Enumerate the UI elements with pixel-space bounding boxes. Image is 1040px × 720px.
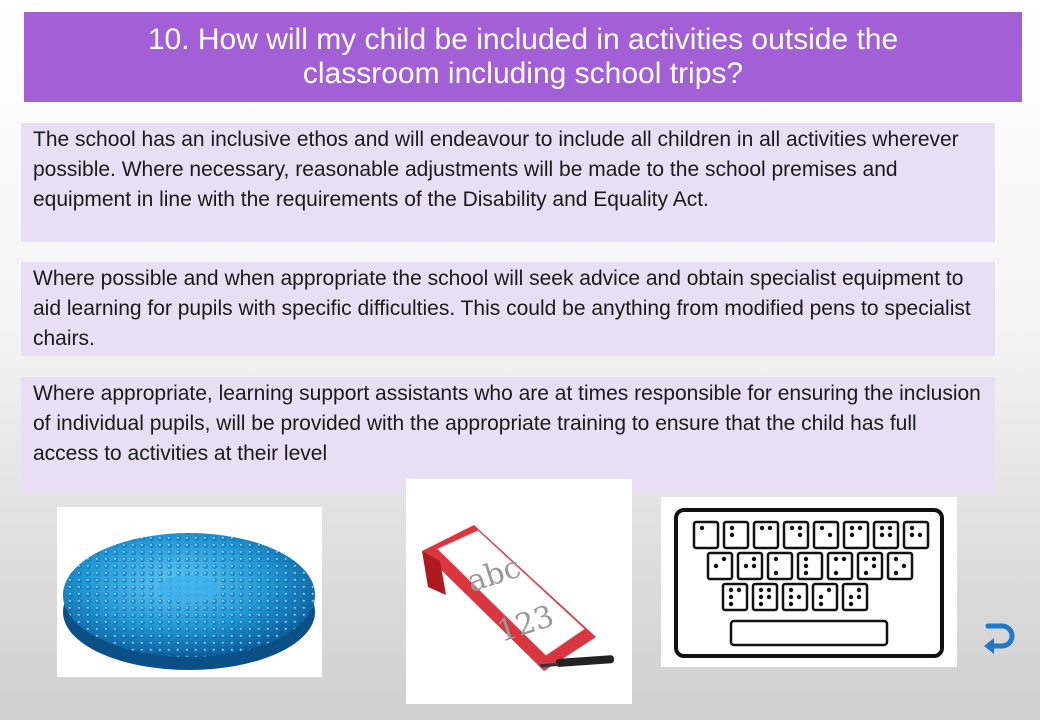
braille-dot xyxy=(828,533,832,537)
braille-key xyxy=(724,522,748,548)
braille-dot xyxy=(888,533,892,537)
writing-slope-image xyxy=(406,479,632,704)
braille-dot xyxy=(798,533,802,537)
braille-dot xyxy=(894,571,898,575)
braille-dot xyxy=(872,557,876,561)
braille-key xyxy=(828,553,852,579)
braille-dot xyxy=(789,588,793,592)
braille-dot xyxy=(804,571,808,575)
braille-dot xyxy=(752,557,756,561)
braille-key xyxy=(754,522,778,548)
braille-dot xyxy=(902,564,906,568)
braille-dot xyxy=(752,564,756,568)
paragraph-box-inclusive-ethos xyxy=(21,123,995,242)
braille-dot xyxy=(789,595,793,599)
braille-dot xyxy=(850,526,854,530)
braille-dot xyxy=(774,571,778,575)
braille-dot xyxy=(759,595,763,599)
braille-dot xyxy=(700,526,704,530)
braille-key xyxy=(798,553,822,579)
braille-dot xyxy=(759,602,763,606)
braille-keyboard-illustration xyxy=(661,497,957,667)
braille-key xyxy=(843,584,867,610)
braille-dot xyxy=(872,564,876,568)
braille-key xyxy=(904,522,928,548)
paragraph-text: The school has an inclusive ethos and will endeavour to include all children in all activities wherever possible. Where necessary, reasonable adjustments will be made to the school premises and equipment in line with the requirements of the Disability and Equality Act. xyxy=(33,128,959,211)
braille-key xyxy=(874,522,898,548)
braille-dot xyxy=(714,564,718,568)
braille-dot xyxy=(857,588,861,592)
balance-cushion-illustration xyxy=(57,507,322,677)
writing-slope-illustration xyxy=(406,479,632,704)
braille-key xyxy=(813,584,837,610)
braille-dot xyxy=(790,526,794,530)
braille-dot xyxy=(804,564,808,568)
braille-dot xyxy=(857,595,861,599)
paragraph-text: Where appropriate, learning support assistants who are at times responsible for ensuring the inclusion of individual pupils, will be provided with the appropriate training to ensure that the child has full access to activities at their level xyxy=(33,382,981,465)
braille-dot xyxy=(864,557,868,561)
braille-key xyxy=(888,553,912,579)
paragraph-box-specialist-equipment xyxy=(21,262,995,356)
braille-dot xyxy=(729,595,733,599)
braille-key xyxy=(753,584,777,610)
braille-dot xyxy=(819,595,823,599)
braille-dot xyxy=(834,571,838,575)
braille-dot xyxy=(819,602,823,606)
braille-dot xyxy=(849,602,853,606)
braille-key xyxy=(784,522,808,548)
braille-key xyxy=(768,553,792,579)
braille-dot xyxy=(849,595,853,599)
braille-dot xyxy=(722,557,726,561)
braille-dot xyxy=(894,557,898,561)
slope-letters: abc xyxy=(463,549,526,600)
braille-dot xyxy=(789,602,793,606)
braille-dot xyxy=(858,526,862,530)
braille-dot xyxy=(730,533,734,537)
braille-dot xyxy=(759,588,763,592)
braille-dot xyxy=(730,526,734,530)
braille-dot xyxy=(798,526,802,530)
braille-dot xyxy=(910,526,914,530)
braille-key xyxy=(708,553,732,579)
braille-dot xyxy=(880,533,884,537)
braille-dot xyxy=(834,557,838,561)
braille-dot xyxy=(774,557,778,561)
paragraph-text: Where possible and when appropriate the school will seek advice and obtain specialist equipment to aid learning for pupils with specific difficulties. This could be anything from modified pens to specialist chairs. xyxy=(33,267,971,350)
braille-dot xyxy=(737,588,741,592)
braille-dot xyxy=(729,588,733,592)
braille-dot xyxy=(880,526,884,530)
return-arrow-icon[interactable] xyxy=(980,618,1016,658)
braille-dot xyxy=(760,526,764,530)
braille-key xyxy=(844,522,868,548)
braille-keyboard-image xyxy=(661,497,957,667)
slide-title: 10. How will my child be included in activities outside the classroom including school trips? xyxy=(147,23,899,90)
braille-dot xyxy=(864,571,868,575)
braille-key xyxy=(858,553,882,579)
braille-key xyxy=(694,522,718,548)
balance-cushion-image xyxy=(57,507,322,677)
braille-dot xyxy=(910,533,914,537)
braille-key xyxy=(723,584,747,610)
braille-dot xyxy=(820,526,824,530)
braille-dot xyxy=(729,602,733,606)
slide-title-banner xyxy=(24,12,1022,102)
braille-dot xyxy=(827,588,831,592)
braille-key xyxy=(738,553,762,579)
braille-dot xyxy=(768,526,772,530)
braille-key xyxy=(783,584,807,610)
braille-key xyxy=(814,522,838,548)
braille-dot xyxy=(850,533,854,537)
paragraph-box-learning-support xyxy=(21,377,995,494)
slope-numbers: 123 xyxy=(493,598,559,650)
braille-dot xyxy=(918,533,922,537)
braille-dot xyxy=(888,526,892,530)
braille-dot xyxy=(804,557,808,561)
braille-dot xyxy=(767,595,771,599)
braille-dot xyxy=(744,564,748,568)
braille-dot xyxy=(797,595,801,599)
braille-dot xyxy=(842,557,846,561)
braille-dot xyxy=(767,588,771,592)
